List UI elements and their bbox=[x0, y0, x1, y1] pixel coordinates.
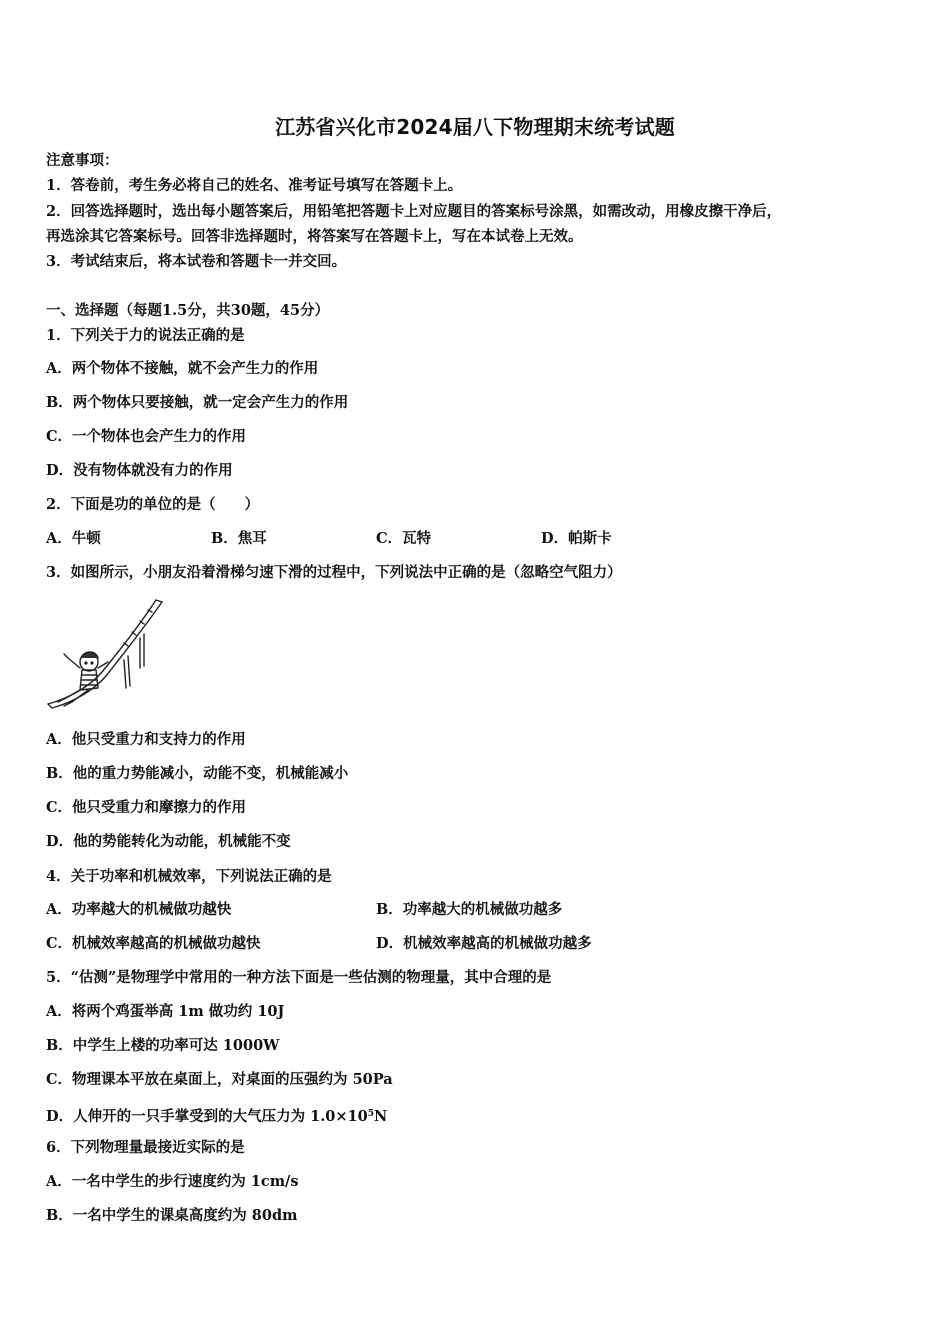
q1-option-d: D．没有物体就没有力的作用 bbox=[46, 462, 233, 479]
notice-item-1: 1．答卷前，考生务必将自己的姓名、准考证号填写在答题卡上。 bbox=[46, 177, 463, 194]
q5-option-c: C．物理课本平放在桌面上，对桌面的压强约为 50Pa bbox=[46, 1071, 393, 1088]
notice-heading: 注意事项： bbox=[46, 152, 119, 169]
q6-option-b: B．一名中学生的课桌高度约为 80dm bbox=[46, 1207, 298, 1224]
q5-stem: 5．“估测”是物理学中常用的一种方法下面是一些估测的物理量，其中合理的是 bbox=[46, 969, 552, 986]
notice-item-2-line-2: 再选涂其它答案标号。回答非选择题时，将答案写在答题卡上，写在本试卷上无效。 bbox=[46, 228, 583, 245]
child-arm-left bbox=[64, 654, 80, 668]
q1-option-a: A．两个物体不接触，就不会产生力的作用 bbox=[46, 360, 319, 377]
q3-option-d: D．他的势能转化为动能，机械能不变 bbox=[46, 833, 291, 850]
q5-option-a: A．将两个鸡蛋举高 1m 做功约 10J bbox=[46, 1003, 285, 1020]
q2-stem: 2．下面是功的单位的是（ ） bbox=[46, 496, 260, 513]
q1-option-c: C．一个物体也会产生力的作用 bbox=[46, 428, 247, 445]
q5-option-b: B．中学生上楼的功率可达 1000W bbox=[46, 1037, 280, 1054]
q3-option-c: C．他只受重力和摩擦力的作用 bbox=[46, 799, 247, 816]
q4-option-c: C．机械效率越高的机械做功越快 bbox=[46, 935, 261, 952]
q2-option-a: A．牛顿 bbox=[46, 530, 101, 547]
slide-leg-front bbox=[124, 656, 130, 688]
q2-option-b: B．焦耳 bbox=[211, 530, 267, 547]
q4-option-d: D．机械效率越高的机械做功越多 bbox=[376, 935, 592, 952]
q2-option-d: D．帕斯卡 bbox=[541, 530, 612, 547]
notice-item-3: 3．考试结束后，将本试卷和答题卡一并交回。 bbox=[46, 253, 347, 270]
slide-rail-top bbox=[52, 602, 162, 708]
slide-leg-back bbox=[140, 634, 144, 668]
q4-stem: 4．关于功率和机械效率，下列说法正确的是 bbox=[46, 868, 332, 885]
q2-option-c: C．瓦特 bbox=[376, 530, 432, 547]
child-legs bbox=[58, 690, 88, 706]
section-heading: 一、选择题（每题1.5分，共30题，45分） bbox=[46, 302, 330, 319]
q4-option-b: B．功率越大的机械做功越多 bbox=[376, 901, 563, 918]
q5-option-d-unit: N bbox=[373, 1108, 388, 1125]
notice-item-2-line-1: 2．回答选择题时，选出每小题答案后，用铅笔把答题卡上对应题目的答案标号涂黑，如需改动，用橡皮擦干净后， bbox=[46, 203, 782, 220]
q1-stem: 1．下列关于力的说法正确的是 bbox=[46, 327, 245, 344]
q4-option-a: A．功率越大的机械做功越快 bbox=[46, 901, 232, 918]
q6-option-a: A．一名中学生的步行速度约为 1cm/s bbox=[46, 1173, 299, 1190]
q1-option-b: B．两个物体只要接触，就一定会产生力的作用 bbox=[46, 394, 349, 411]
q5-option-d-exponent: 5 bbox=[367, 1109, 374, 1119]
q3-option-b: B．他的重力势能减小，动能不变，机械能减小 bbox=[46, 765, 349, 782]
q3-stem: 3．如图所示，小朋友沿着滑梯匀速下滑的过程中，下列说法中正确的是（忽略空气阻力） bbox=[46, 564, 622, 581]
q6-stem: 6．下列物理量最接近实际的是 bbox=[46, 1139, 245, 1156]
q5-option-d bbox=[46, 1105, 387, 1126]
exam-title: 江苏省兴化市2024届八下物理期末统考试题 bbox=[275, 115, 675, 139]
q5-option-d-text: D．人伸开的一只手掌受到的大气压力为 1.0×10 bbox=[46, 1108, 368, 1125]
slide-child-figure bbox=[44, 598, 168, 716]
q3-option-a: A．他只受重力和支持力的作用 bbox=[46, 731, 246, 748]
